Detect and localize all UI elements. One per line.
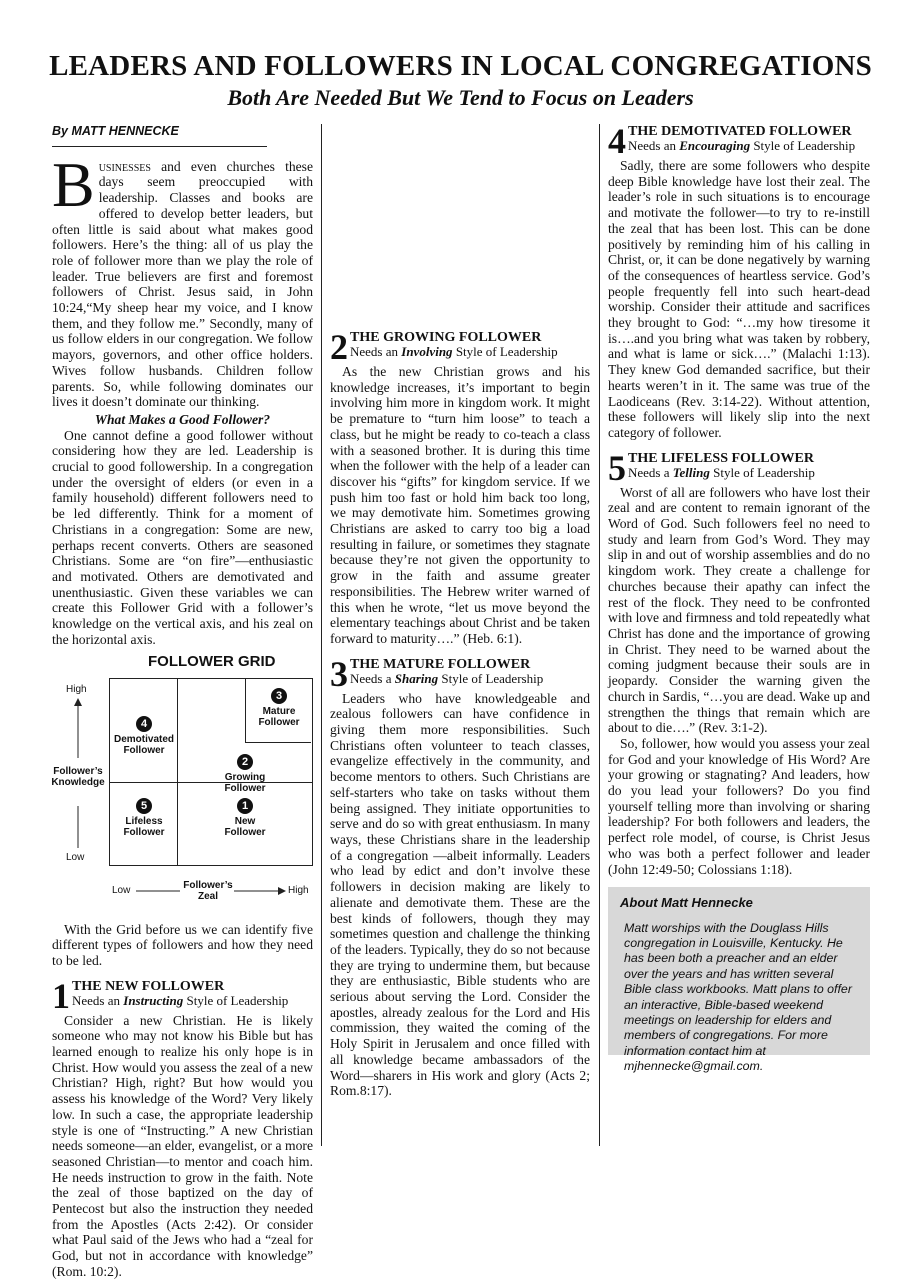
section-text: Leaders who have knowledgeable and zealous followers can have confidence in giving them more responsibilities. Such Christians often volunteer to teach classes, evangelize effectively in the community, and become mentors to others. Such Christians are self-starters who take on tasks without them being assigned. They initiate opportunities to serve and do so with great enthusiasm. In many ways, these Christians share in the leadership of a congregation —albeit informally. Leaders who lead by edict and don’t involve these followers in decision making are likely to alienate and demotivate them. These are the best kinds of followers, though they may sometimes question and challenge the thinking of the leaders. Typically, they do so not because they are trying to undermine them, but because they are enthusiastic, Bible students who are serious about serving the Lord. Consider the apostles, already zealous for the Lord and His commission, they waited the coming of the Holy Spirit in Jerusalem and once filled with all knowledge became ambassadors of the Word—sharers in His work and glory (Acts 2; Rom.8:17). [330,690,590,1099]
section-text: As the new Christian grows and his knowledge increases, it’s important to begin involving him more in kingdom work. It might be premature to “turn him loose” to teach a class, but he might be ready to co-teach a class with a seasoned brother. It is during this time when the follower with the help of a leader can discover his “gifts” for kingdom service. If we push him too fast or hold him back too long, we may demotivate him. Sometimes growing Christians are asked to carry too big a load resulting in failure, or sometimes they stagnate because they’re not given the opportunity to grow in the faith and assume greater responsibilities. The Hebrew writer warned of this when he wrote, “let us move beyond the elementary teachings about Christ and be taken forward to maturity….” (Heb. 6:1). [330,364,590,646]
after-grid-paragraph: With the Grid before us we can identify five different types of followers and how they need to be led. [52,921,313,968]
column-divider [321,124,322,1146]
section-subtitle: Needs an Encouraging Style of Leadership [628,138,856,153]
section-2 [330,330,590,647]
cell-label: Follower [258,716,300,728]
cell-label: Follower [123,826,165,838]
byline-rule [52,146,267,147]
cell-label: Lifeless [125,815,163,827]
grid-title: FOLLOWER GRID [148,652,276,670]
y-axis-label-2: Knowledge [51,776,105,788]
section-subtitle: Needs an Involving Style of Leadership [350,344,558,359]
column-3 [608,124,870,1074]
y-high-label: High [66,683,87,695]
closing-paragraph: So, follower, how would you assess your zeal for God and your knowledge of His Word? Are your growing or stagnating? And leaders, how do you lead your followers? Do you find yourself telling more than involving or sharing leadership? For both followers and leaders, the perfect role model, of course, is Christ Jesus who was both a perfect follower and leader (John 12:49-50; Colossians 1:18). [608,735,870,877]
column-1 [52,124,313,1280]
x-low-label: Low [112,884,131,896]
about-author-box [608,887,870,1074]
y-low-label: Low [66,851,85,863]
drop-cap: B [52,148,95,220]
grid-cell-3 [248,688,310,728]
column-divider [599,124,600,1146]
section-3 [330,657,590,1099]
section-1 [52,979,313,1280]
grid-line [245,678,246,742]
section-number: 1 [52,978,70,1011]
x-axis-label [180,880,236,902]
section-5 [608,451,870,878]
grid-cell-4 [110,716,178,756]
section-4 [608,124,870,441]
byline: By MATT HENNECKE [52,124,179,138]
section-title: THE DEMOTIVATED FOLLOWER [628,124,852,139]
section-heading [608,451,870,483]
section-heading [330,330,590,362]
intro-smallcaps: usinesses [98,158,151,174]
x-axis-label-2: Zeal [197,890,218,902]
grid-cell-5 [110,798,178,838]
intro-paragraph [52,148,313,410]
section-subtitle: Needs an Instructing Style of Leadership [72,992,289,1008]
grid-cell-1 [178,798,312,838]
section-title: THE GROWING FOLLOWER [350,330,542,345]
badge-4: 4 [136,716,152,732]
badge-1: 1 [237,798,253,814]
badge-2: 2 [237,754,253,770]
follower-grid [52,654,313,916]
section-heading [330,657,590,689]
section-number: 2 [330,330,348,362]
section-title: THE LIFELESS FOLLOWER [628,450,814,466]
section-text: Worst of all are followers who have lost their zeal and are content to remain ignorant of the Word of God. Such followers feel no need to study and learn from God’s Word. They may slip in and out of worship assemblies and do no kingdom work. They create a challenge for churches because their apathy can infect the rest of the flock. They need to be confronted with love and firmness and told repeatedly what Christ has done and the importance of growing in Christ. They need to be warned about the coming judgment because their souls are in jeopardy. Consider the warning given the church in Sardis, “…you are dead. Wake up and strengthen the things that remain which are about to die….” (Rev. 3:1-2). [608,484,870,736]
badge-3: 3 [271,688,287,704]
cell-label: New [234,815,256,827]
column-2 [330,124,590,1099]
section-title: THE NEW FOLLOWER [72,978,225,994]
cell-label: Follower [224,826,266,838]
section-subtitle: Needs a Sharing Style of Leadership [350,670,544,686]
y-arrow [72,698,84,848]
x-high-label: High [288,884,309,896]
cell-label: Mature [262,705,296,717]
intro-text: and even churches these days seem preoccupied with leadership. Classes and books are offered to develop better leaders, but often little is said about what makes good followers. Here’s the thing: all of us play the role of follower more than we play the role of leader. True believers are first and foremost followers of Christ. Jesus said, in John 10:24,“My sheep hear my voice, and I know them, and they follow me.” Secondly, many of us follow elders in our congregation. We follow mayors, governors, and other office holders. Wives follow husbands. Children follow parents. So, while following dominates our lives it doesn’t dominate our thinking. [52,158,313,410]
subhead: What Makes a Good Follower? [94,411,271,427]
section-heading [608,124,870,156]
section-title: THE MATURE FOLLOWER [350,656,531,672]
section-heading [52,979,313,1011]
section-number: 4 [608,124,626,156]
y-axis-label-1: Follower’s [53,765,103,777]
section-number: 5 [608,450,626,483]
intro-paragraph-2: One cannot define a good follower without considering how they are led. Leadership is crucial to good followership. In a congregation under the oversight of elders (or even in a family household) different followers need to be led differently. Think for a moment of Christians in a congregation: Some are new, perhaps recent converts. Others are seasoned Christians. Some are “on fire”—enthusiastic and motivated. Others are demotivated and unenthusiastic. Given these variables we can create this Follower Grid with a follower’s knowledge on the vertical axis, and his zeal on the horizontal axis. [52,427,313,647]
cell-label: Follower [123,744,165,756]
page-title: LEADERS AND FOLLOWERS IN LOCAL CONGREGATIONS [49,50,872,82]
section-number: 3 [330,656,348,689]
grid-line [245,742,311,743]
cell-label: Follower [224,782,266,794]
about-title: About Matt Hennecke [620,895,753,911]
grid-cell-2 [178,754,312,794]
cell-label: Growing [224,771,266,783]
section-subtitle: Needs a Telling Style of Leadership [628,464,815,480]
badge-5: 5 [136,798,152,814]
cell-label: Demotivated [113,733,174,745]
about-text: Matt worships with the Douglass Hills congregation in Louisville, Kentucky. He has been both a preacher and an elder over the years and has written several Bible class workbooks. Matt plans to offer an interactive, Bible-based weekend meetings on leadership for elders and members of congregations. For more information contact him at mjhennecke@gmail.com. [624,920,852,1074]
x-axis-label-1: Follower’s [183,879,233,891]
page-subtitle: Both Are Needed But We Tend to Focus on Leaders [227,85,694,110]
section-text: Consider a new Christian. He is likely someone who may not know his Bible but has learned enough to realize his only hope is in Christ. How would you assess the zeal of a new Christian? High, right? But how would you assess his knowledge of the Word? Very likely low. In such a case, the appropriate leadership style is one of “Instructing.” A new Christian needs someone—an elder, evangelist, or a more seasoned Christian—to mentor and coach him. He needs instruction to grow in the faith. Note the zeal of those baptized on the day of Pentecost but also the instruction they needed from the Apostles (Acts 2:42). Or consider what Paul said of the Jews who had a “zeal for God, but not in accordance with knowledge” (Rom. 10:2). [52,1012,313,1279]
section-text: Sadly, there are some followers who despite deep Bible knowledge have lost their zeal. The leader’s role in such situations is to encourage and motivate the follower—to try to re-instill the zeal that has been lost. This can be done positively by reminding him of his calling in Christ, or, it can be done negatively by warning of the consequences of heartless service. God’s people frequently fell into such heart-dead worship. Consider their attitude and sacrifices they brought to God: “…my how tiresome it is….and you bring what was taken by robbery, and what is lame or sick….” (Malachi 1:13). They knew God demanded sacrifice, but their hearts weren’t in it. The same was true of the Laodiceans (Rev. 3:14-22). Without attention, these followers will likely slip into the next category of follower. [608,158,870,440]
